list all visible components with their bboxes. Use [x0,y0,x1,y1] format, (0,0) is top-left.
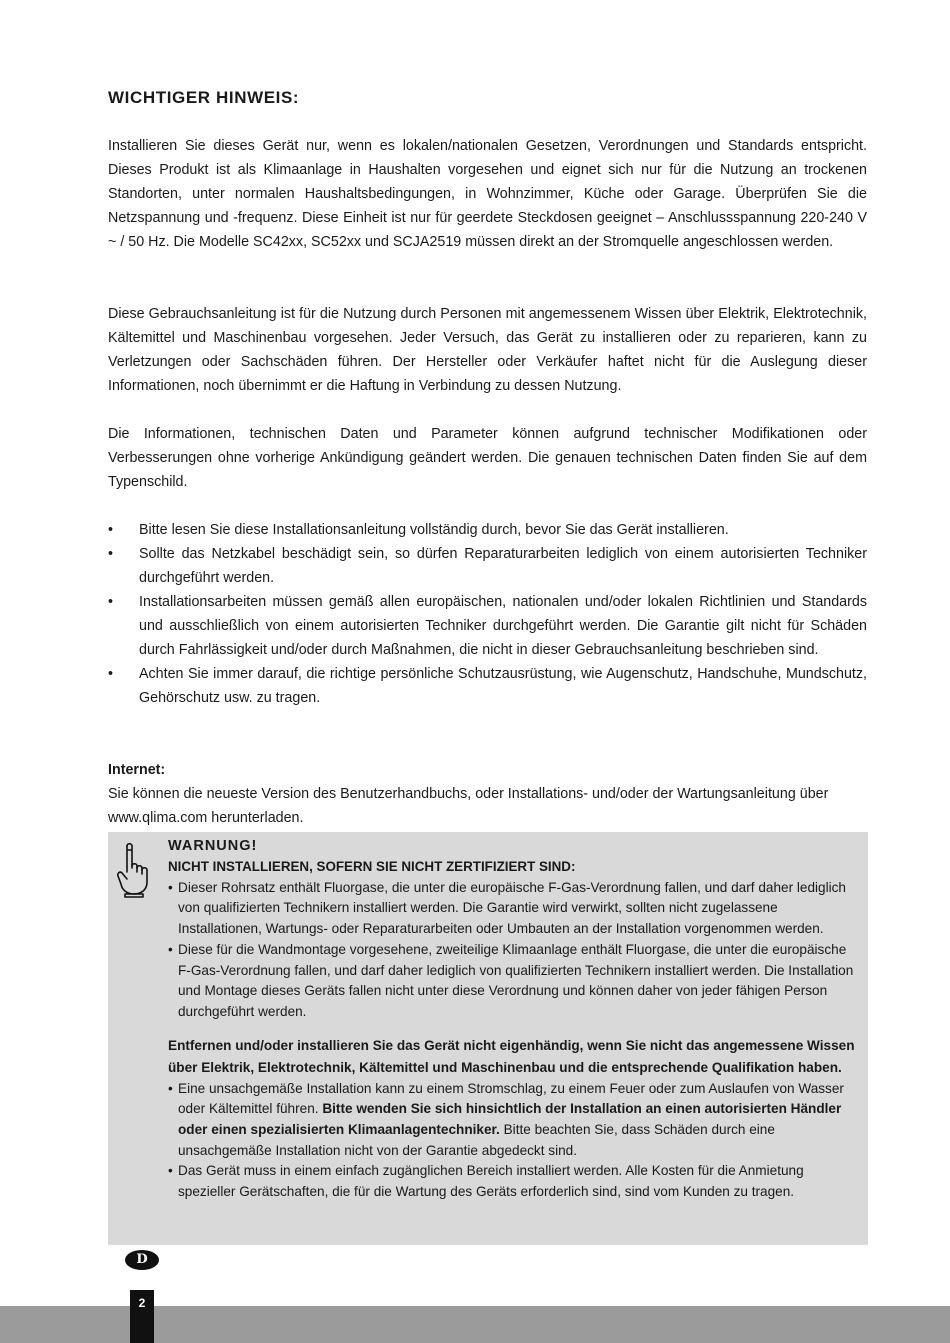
intro-paragraph: Installieren Sie dieses Gerät nur, wenn es lokalen/nationalen Gesetzen, Verordnungen und Standards entspricht. Dieses Produkt ist als Klimaanlage in Haushalten vorgesehen und eignet sich nur für die Nutzung an trockenen Standorten, unter normalen Haushaltsbedingungen, in Wohnzimmer, Küche oder Garage. Überprüfen Sie die Netzspannung und -frequenz. Diese Einheit ist nur für geerdete Steckdosen geeignet – Anschlussspannung 220-240 V ~ / 50 Hz. Die Modelle SC42xx, SC52xx und SCJA2519 müssen direkt an der Stromquelle angeschlossen werden. [108,138,867,250]
list-item-text: Diese für die Wandmontage vorgesehene, zweiteilige Klimaanlage enthält Fluorgase, die unter die europäische F-Gas-Verordnung fallen, und darf daher lediglich von qualifizierten Technikern installiert werden. Die Installation und Montage dieses Geräts fallen nicht unter diese Verordnung und können daher von jeder fähigen Person durchgeführt werden. [178,941,854,1019]
list-item-text: Installationsarbeiten müssen gemäß allen europäischen, nationalen und/oder lokalen Richtlinien und Standards und ausschließlich von einem autorisierten Techniker durchgeführt werden. Die Garantie gilt nicht für Schäden durch Fahrlässigkeit und/oder durch Maßnahmen, die nicht in dieser Gebrauchsanleitung beschrieben sind. [139,594,867,658]
language-badge: D [125,1250,159,1270]
warning-bold-paragraph: Entfernen und/oder installieren Sie das Gerät nicht eigenhändig, wenn Sie nicht das angemessene Wissen über Elektrik, Elektrotechnik, Kältemittel und Maschinenbau und die entsprechende Qualifikation haben. [168,1037,855,1075]
internet-heading: Internet: [108,762,166,778]
pointing-hand-icon [115,842,151,898]
warning-content [168,836,860,1203]
bullet-icon: • [108,594,114,610]
list-item-text: Sollte das Netzkabel beschädigt sein, so dürfen Reparaturarbeiten lediglich von einem autorisierten Techniker durchgeführt werden. [139,546,867,586]
usage-paragraph: Diese Gebrauchsanleitung ist für die Nutzung durch Personen mit angemessenem Wissen über Elektrik, Elektrotechnik, Kältemittel und Maschinenbau vorgesehen. Jeder Versuch, das Gerät zu installieren oder zu reparieren, kann zu Verletzungen oder Sachschäden führen. Der Hersteller oder Verkäufer haftet nicht für die Auslegung dieser Informationen, noch übernimmt er die Haftung in Verbindung zu dessen Nutzung. [108,306,867,394]
list-item-text: Eine unsachgemäße Installation kann zu einem Stromschlag, zu einem Feuer oder zum Auslaufen von Wasser oder Kältemittel führen. [178,1080,844,1117]
warning-subtitle: NICHT INSTALLIEREN, SOFERN SIE NICHT ZERTIFIZIERT SIND: [168,859,576,874]
warning-title: WARNUNG! [168,838,258,854]
warning-box [108,832,868,1245]
list-item [168,1161,860,1202]
list-item-text: Achten Sie immer darauf, die richtige persönliche Schutzausrüstung, wie Augenschutz, Handschuhe, Mundschutz, Gehörschutz usw. zu tragen. [139,666,867,706]
bullet-icon: • [168,941,173,957]
safety-bullet-list [108,518,867,710]
page-number: 2 [130,1290,154,1343]
bullet-icon: • [168,1080,173,1096]
bullet-icon: • [108,522,114,538]
list-item [168,878,860,940]
page-heading: WICHTIGER HINWEIS: [108,88,300,107]
list-item [108,542,867,590]
warning-list [168,878,860,1023]
bullet-icon: • [168,879,173,895]
internet-text: Sie können die neueste Version des Benutzerhandbuchs, oder Installations- und/oder der Wartungsanleitung über www.qlima.com herunterladen. [108,786,829,826]
list-item-text: Dieser Rohrsatz enthält Fluorgase, die unter die europäische F-Gas-Verordnung fallen, und darf daher lediglich von qualifizierten Technikern installiert werden. Die Garantie wird verwirkt, sollten nicht zugelassene Installationen, Wartungs- oder Reparaturarbeiten oder Umbauten an der Installation vorgenommen werden. [178,879,846,937]
list-item [168,940,860,1023]
list-item [108,518,867,542]
list-item [108,662,867,710]
bullet-icon: • [108,666,114,682]
list-item-bold-text: Bitte wenden Sie sich hinsichtlich der Installation an einen autorisierten Händler oder einen spezialisierten Klimaanlagentechniker. [178,1101,842,1138]
bullet-icon: • [168,1163,173,1179]
list-item-text: Bitte lesen Sie diese Installationsanleitung vollständig durch, bevor Sie das Gerät installieren. [139,522,729,538]
list-item [168,1079,860,1162]
bullet-icon: • [108,546,114,562]
specs-paragraph: Die Informationen, technischen Daten und Parameter können aufgrund technischer Modifikationen oder Verbesserungen ohne vorherige Ankündigung geändert werden. Die genauen technischen Daten finden Sie auf dem Typenschild. [108,426,867,490]
list-item [108,590,867,662]
list-item-text: Bitte beachten Sie, dass Schäden durch eine unsachgemäße Installation nicht von der Garantie abgedeckt sind. [178,1122,775,1158]
list-item-text: Das Gerät muss in einem einfach zugänglichen Bereich installiert werden. Alle Kosten für die Anmietung spezieller Gerätschaften, die für die Wartung des Geräts erforderlich sind, sind vom Kunden zu tragen. [178,1163,804,1200]
warning-list [168,1079,860,1203]
